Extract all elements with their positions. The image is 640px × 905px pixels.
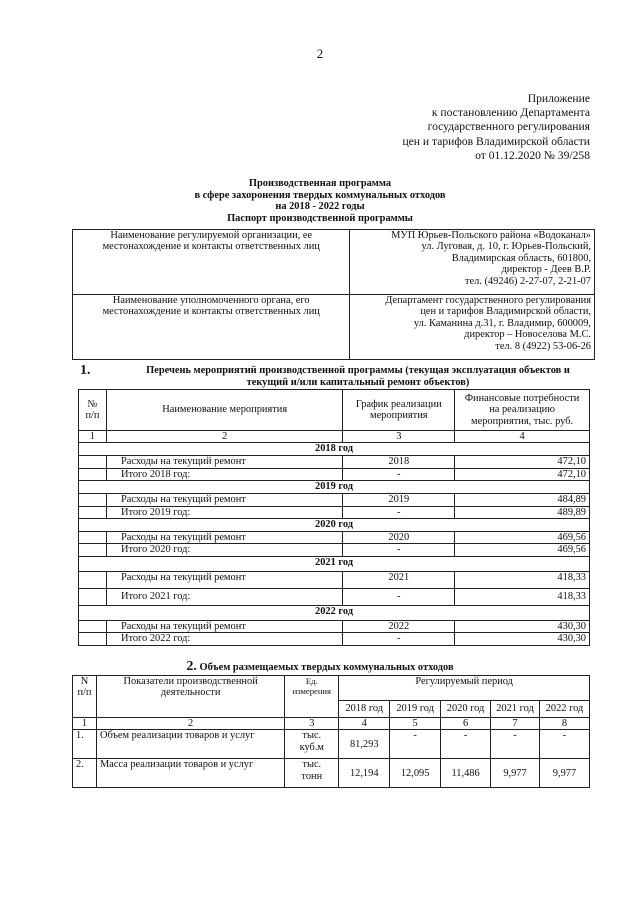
table-row bbox=[73, 759, 590, 788]
total-row bbox=[79, 633, 590, 645]
passport-table bbox=[72, 229, 595, 360]
total-value: 472,10 bbox=[455, 468, 590, 480]
row-value: - bbox=[390, 730, 441, 759]
item-year: 2018 bbox=[343, 456, 455, 468]
total-year: - bbox=[343, 544, 455, 556]
col-number: 4 bbox=[455, 431, 590, 443]
row-value: 12,095 bbox=[390, 759, 441, 788]
header-year: 2021 год bbox=[491, 701, 540, 718]
header-num: № п/п bbox=[79, 390, 107, 431]
total-label: Итого 2020 год: bbox=[106, 544, 342, 556]
total-row bbox=[79, 588, 590, 605]
passport-row bbox=[73, 230, 595, 295]
document-title bbox=[0, 178, 640, 224]
row-value: - bbox=[539, 730, 589, 759]
passport-label: Наименование регулируемой организации, ее местонахождение и контакты ответственных лиц bbox=[73, 230, 350, 295]
appendix-line: государственного регулирования bbox=[427, 120, 590, 134]
section1-title: Перечень мероприятий производственной программы (текущая эксплуатация объектов и текущий и/или капитальный ремонт объектов) bbox=[146, 365, 570, 388]
year-heading: 2019 год bbox=[79, 481, 590, 494]
row-unit: тыс. тонн bbox=[285, 759, 339, 788]
activities-table bbox=[78, 389, 590, 646]
total-row bbox=[79, 544, 590, 556]
col-number: 7 bbox=[491, 718, 540, 730]
item-year: 2020 bbox=[343, 532, 455, 544]
col-number: 4 bbox=[339, 718, 390, 730]
total-label: Итого 2022 год: bbox=[106, 633, 342, 645]
col-number: 2 bbox=[96, 718, 284, 730]
col-number: 8 bbox=[539, 718, 589, 730]
column-numbers-row bbox=[79, 431, 590, 443]
passport-value: МУП Юрьев-Польского района «Водоканал» ул. Луговая, д. 10, г. Юрьев-Польский, Владимирская область, 601800, директор - Деев В.Р. тел. (49246) 2-27-07, 2-21-07 bbox=[350, 230, 595, 295]
item-value: 469,56 bbox=[455, 532, 590, 544]
item-value: 430,30 bbox=[455, 620, 590, 632]
year-heading: 2022 год bbox=[79, 605, 590, 620]
year-heading: 2021 год bbox=[79, 556, 590, 571]
item-name: Расходы на текущий ремонт bbox=[106, 571, 342, 588]
section1-number: 1. bbox=[80, 363, 91, 378]
passport-row bbox=[73, 295, 595, 360]
item-value: 472,10 bbox=[455, 456, 590, 468]
total-row bbox=[79, 506, 590, 518]
total-label: Итого 2019 год: bbox=[106, 506, 342, 518]
total-year: - bbox=[343, 506, 455, 518]
item-year: 2021 bbox=[343, 571, 455, 588]
section2-number: 2. bbox=[186, 659, 197, 674]
appendix-line: Приложение bbox=[527, 92, 590, 105]
row-value: 9,977 bbox=[491, 759, 540, 788]
total-value: 418,33 bbox=[455, 588, 590, 605]
col-number: 6 bbox=[441, 718, 491, 730]
year-row bbox=[79, 556, 590, 571]
row-unit: тыс. куб.м bbox=[285, 730, 339, 759]
row-value: 11,486 bbox=[441, 759, 491, 788]
total-label: Итого 2018 год: bbox=[106, 468, 342, 480]
year-row bbox=[79, 605, 590, 620]
year-heading: 2020 год bbox=[79, 519, 590, 532]
table-row bbox=[79, 571, 590, 588]
title-line: в сфере захоронения твердых коммунальных отходов bbox=[194, 189, 446, 201]
row-value: 9,977 bbox=[539, 759, 589, 788]
header-year: 2022 год bbox=[539, 701, 589, 718]
row-value: - bbox=[491, 730, 540, 759]
table-row bbox=[73, 730, 590, 759]
item-value: 418,33 bbox=[455, 571, 590, 588]
col-number: 1 bbox=[79, 431, 107, 443]
column-numbers-row bbox=[73, 718, 590, 730]
total-row bbox=[79, 468, 590, 480]
row-name: Объем реализации товаров и услуг bbox=[96, 730, 284, 759]
header-year: 2019 год bbox=[390, 701, 441, 718]
appendix-line: от 01.12.2020 № 39/258 bbox=[475, 148, 590, 162]
col-number: 3 bbox=[343, 431, 455, 443]
row-name: Масса реализации товаров и услуг bbox=[96, 759, 284, 788]
item-name: Расходы на текущий ремонт bbox=[106, 456, 342, 468]
total-year: - bbox=[343, 468, 455, 480]
col-number: 1 bbox=[73, 718, 97, 730]
col-number: 5 bbox=[390, 718, 441, 730]
item-value: 484,89 bbox=[455, 494, 590, 506]
table-header-row bbox=[79, 390, 590, 431]
row-num: 1. bbox=[73, 730, 97, 759]
table-row bbox=[79, 456, 590, 468]
appendix-line: цен и тарифов Владимирской области bbox=[402, 134, 590, 148]
header-name: Наименование мероприятия bbox=[106, 390, 342, 431]
total-label: Итого 2021 год: bbox=[106, 588, 342, 605]
section2-heading bbox=[0, 661, 640, 674]
total-year: - bbox=[343, 633, 455, 645]
header-finance: Финансовые потребности на реализацию мероприятия, тыс. руб. bbox=[455, 390, 590, 431]
col-number: 3 bbox=[285, 718, 339, 730]
item-year: 2022 bbox=[343, 620, 455, 632]
item-name: Расходы на текущий ремонт bbox=[106, 620, 342, 632]
table-header-row bbox=[73, 676, 590, 701]
passport-value: Департамент государственного регулирования цен и тарифов Владимирской области, ул. Каманина д.31, г. Владимир, 600009, директор – Новоселова М.С. тел. 8 (4922) 53-06-26 bbox=[350, 295, 595, 360]
year-row bbox=[79, 519, 590, 532]
page-number: 2 bbox=[316, 46, 324, 61]
table-row bbox=[79, 620, 590, 632]
row-num: 2. bbox=[73, 759, 97, 788]
passport-label: Наименование уполномоченного органа, его местонахождение и контакты ответственных лиц bbox=[73, 295, 350, 360]
table-row bbox=[79, 532, 590, 544]
total-value: 469,56 bbox=[455, 544, 590, 556]
row-value: 12,194 bbox=[339, 759, 390, 788]
year-row bbox=[79, 443, 590, 456]
header-year: 2018 год bbox=[339, 701, 390, 718]
header-year: 2020 год bbox=[441, 701, 491, 718]
table-row bbox=[79, 494, 590, 506]
year-row bbox=[79, 481, 590, 494]
appendix-line: к постановлению Департамента bbox=[431, 106, 590, 120]
title-line: Производственная программа bbox=[248, 178, 392, 189]
title-line: Паспорт производственной программы bbox=[227, 212, 413, 224]
total-value: 489,89 bbox=[455, 506, 590, 518]
header-num: N п/п bbox=[73, 676, 97, 718]
header-indicator: Показатели производственной деятельности bbox=[96, 676, 284, 718]
header-schedule: График реализации мероприятия bbox=[343, 390, 455, 431]
year-heading: 2018 год bbox=[79, 443, 590, 456]
section2-title: Объем размещаемых твердых коммунальных отходов bbox=[199, 662, 454, 673]
title-line: на 2018 - 2022 годы bbox=[275, 201, 365, 213]
row-value: - bbox=[441, 730, 491, 759]
total-value: 430,30 bbox=[455, 633, 590, 645]
item-name: Расходы на текущий ремонт bbox=[106, 532, 342, 544]
item-year: 2019 bbox=[343, 494, 455, 506]
appendix-block bbox=[290, 92, 590, 163]
total-year: - bbox=[343, 588, 455, 605]
waste-volume-table bbox=[72, 675, 590, 788]
row-value: 81,293 bbox=[339, 730, 390, 759]
header-unit: Ед. измерения bbox=[285, 676, 339, 718]
col-number: 2 bbox=[106, 431, 342, 443]
item-name: Расходы на текущий ремонт bbox=[106, 494, 342, 506]
header-period: Регулируемый период bbox=[339, 676, 590, 701]
